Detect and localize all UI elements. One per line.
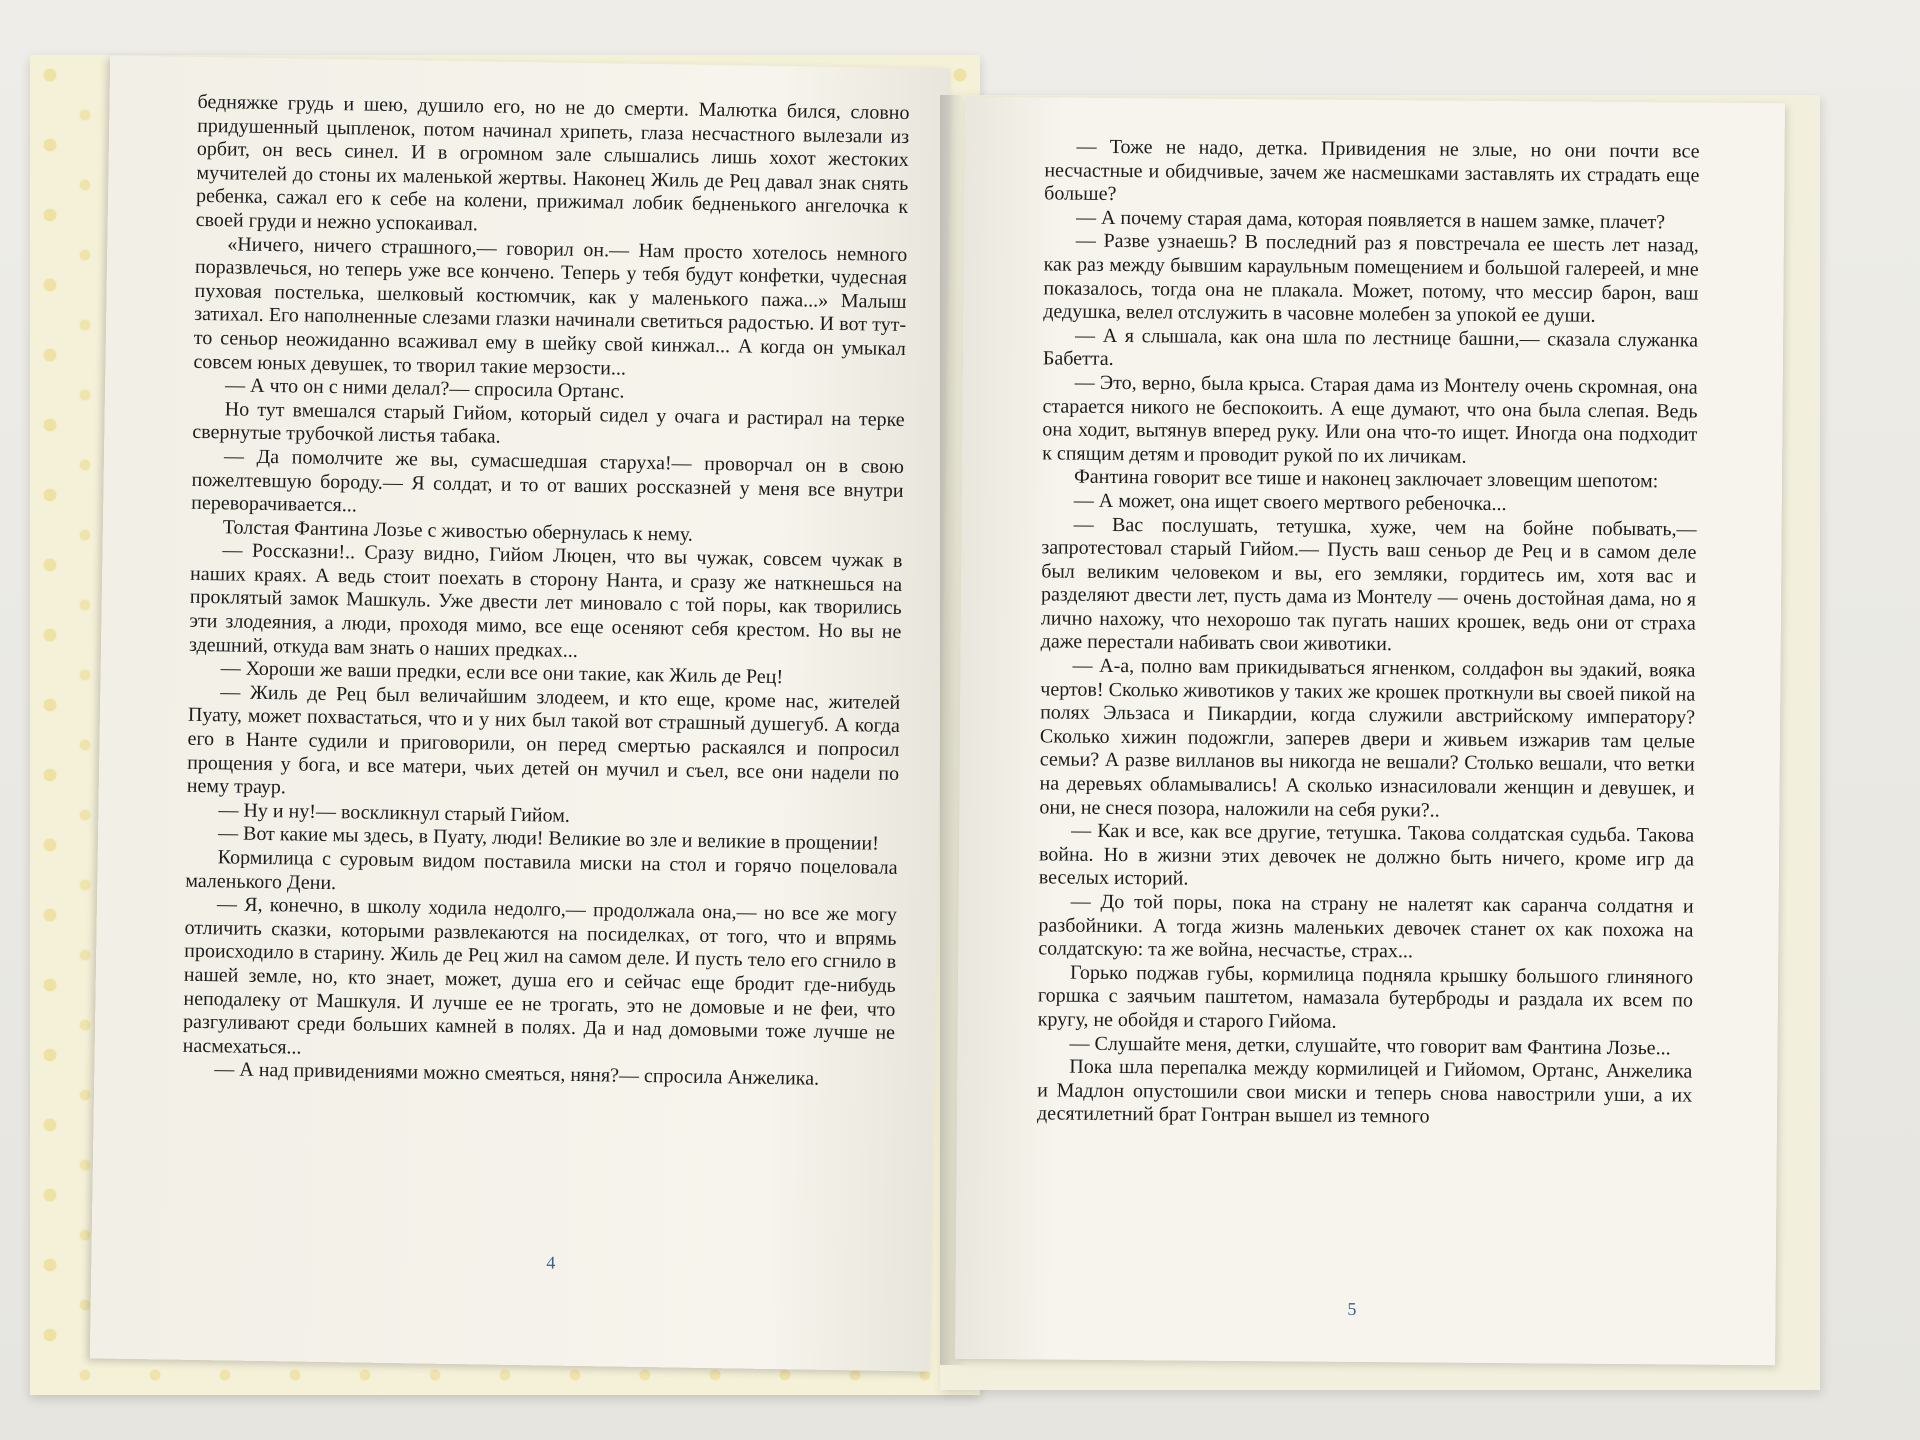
paragraph: — Хороши же ваши предки, если все они такие, как Жиль де Рец! — [220, 657, 784, 689]
paragraph: — Россказни!.. Сразу видно, Гийом Люцен, что вы чужак, совсем чужак в наших краях. А ведь стоит поехать в сторону Нанта, и сразу же наткнешься на проклятый замок Машкуль. Уже двести лет миновало с той поры, как творились эти злодеяния, а люди, проходя мимо, все еще осеняют себя крестом. Но вы не здешний, откуда вам знать о наших предках... — [188, 539, 903, 662]
paragraph: — Слушайте меня, детки, слушайте, что говорит вам Фантина Лозье... — [1069, 1032, 1671, 1059]
paragraph: — А что он с ними делал?— спросила Ортанс. — [224, 374, 625, 403]
paragraph: — Это, верно, была крыса. Старая дама из Монтелу очень скромная, она старается никого не беспокоить. А еще думают, что она была слепая. Ведь она ходит, вытянув вперед руку. Или она что-то ищет. Иногда она подходит к спящим детям и проводит рукой по их личикам. — [1042, 371, 1698, 468]
paragraph: — Вас послушать, тетушка, хуже, чем на бойне побывать,— запротестовал старый Гийом.— Пусть ваш сеньор де Рец и в самом деле был великим человеком и вы, его земляки, гордитесь им, хотя вас и разделяют двести лет, пусть дама из Монтелу — очень достойная дама, но я лично нахожу, что нехорошо так пугать наших крошек, ведь они от страха даже перестали набивать свои животики. — [1040, 513, 1697, 656]
right-page-number: 5 — [1347, 1299, 1357, 1320]
paragraph: — Жиль де Рец был величайшим злодеем, и кто еще, кроме нас, жителей Пуату, может похвастаться, что и у них был такой вот страшный душегуб. А когда его в Нанте судили и приговорили, он перед смертью раскаялся и попросил прощения у бога, и все матери, чьих детей он мучил и съел, все они надели по нему траур. — [186, 681, 901, 799]
paragraph: — Ну и ну!— воскликнул старый Гийом. — [218, 799, 571, 827]
paragraph: — А почему старая дама, которая появляется в нашем замке, плачет? — [1075, 206, 1666, 234]
paragraph: «Ничего, ничего страшного,— говорил он.— Нам просто хотелось немного поразвлечься, но теперь уже все кончено. Теперь у тебя будут конфетки, чудесная пуховая постелька, шелковый костюмчик, как у маленького пажа...» Малыш затихал. Его наполненные слезами глазки начинали светиться радостью. И вот тут-то сеньор неожиданно всаживал ему в шейку свой кинжал... А когда он умыкал совсем юных девушек, то творил такие мерзости... — [193, 232, 908, 380]
left-page-number: 4 — [546, 1252, 556, 1274]
paragraph: — Я, конечно, в школу ходила недолго,— продолжала она,— но все же могу отличить сказки, которыми развлекаются на посиделках, от того, что и впрямь происходило в старину. Жиль де Рец жил на самом деле. И пусть тело его сгнило в нашей земле, но, кто знает, может, душа его и сейчас еще бродит где-нибудь неподалеку от Машкуля. И лучше ее не трогать, это не домовые и не феи, что разгуливают среди больших камней в полях. Да и над домовыми тоже лучше не насмехаться... — [182, 893, 898, 1059]
paragraph: — Разве узнаешь? В последний раз я повстречала ее шесть лет назад, как раз между бывшим караульным помещением и большой галереей, и мне показалось, тогда она не плакала. Может, потому, что мессир барон, ваш дедушка, велел отслужить в часовне молебен за упокой ее души. — [1043, 230, 1699, 327]
paragraph: бедняжке грудь и шею, душило его, но не до смерти. Малютка бился, словно придушенный цыпленок, потом начинал хрипеть, глаза несчастного вылезали из орбит, он весь синел. И в огромном зале слышались лишь хохот жестоких мучителей до стоны их маленькой жертвы. Наконец Жиль де Рец давал знак снять ребенка, сажал его к себе на колени, прижимал лобик бедненького ангелочка к своей груди и нежно успокаивал. — [195, 90, 910, 236]
paragraph: — Как и все, как все другие, тетушка. Такова солдатская судьба. Такова война. Но в жизни этих девочек не должно быть ничего, кроме игр да веселых историй. — [1038, 819, 1695, 890]
paragraph: Фантина говорит все тише и наконец заключает зловещим шепотом: — [1073, 465, 1659, 493]
paragraph: — А-а, полно вам прикидываться ягненком, солдафон вы эдакий, вояка чертов! Сколько животиков у таких же крошек проткнули вы своей пикой на полях Эльзаса и Пикардии, когда служили австрийскому императору? Сколько хижин подожгли, заперев двери и живьем изжарив там целые семьи? А разве вилланов вы никогда не вешали? Столько вешали, что ветки на деревьях обламывались! А сколько изнасиловали женщин и девушек, и они, не снеся позора, наложили на себя руки?.. — [1039, 654, 1696, 822]
paragraph: — Да помолчите же вы, сумасшедшая старуха!— проворчал он в свою пожелтевшую бороду.— Я солдат, и то от ваших россказней у меня все внутри переворачивается... — [191, 445, 905, 517]
paragraph: — Тоже не надо, детка. Привидения не злые, но они почти все несчастные и обидчивые, зачем же насмешками заставлять их страдать еще больше? — [1044, 135, 1700, 206]
paragraph: Кормилица с суровым видом поставила миски на стол и горячо поцеловала маленького Дени. — [185, 846, 898, 894]
left-page-text — [182, 91, 909, 1093]
paragraph: — Вот какие мы здесь, в Пуату, люди! Великие во зле и великие в прощении! — [217, 822, 880, 856]
paragraph: — А над привидениями можно смеяться, няня?— спросила Анжелика. — [214, 1058, 820, 1091]
right-page — [955, 97, 1785, 1365]
paragraph: Толстая Фантина Лозье с живостью обернулась к нему. — [222, 515, 694, 546]
paragraph: — До той поры, пока на страну не налетят как саранча солдатня и разбойники. А тогда жизнь маленьких девочек станет ох как похожа на солдатскую: та же война, несчастье, страх... — [1038, 890, 1694, 963]
paragraph: — А я слышала, как она шла по лестнице башни,— сказала служанка Бабетта. — [1042, 324, 1699, 371]
paragraph: Но тут вмешался старый Гийом, который сидел у очага и растирал на терке свернутые трубочкой листья табака. — [192, 398, 905, 448]
paragraph: Горько поджав губы, кормилица подняла крышку большого глиняного горшка с заячьим паштетом, намазала бутерброды и раздала их всем по кругу, не обойдя и старого Гийома. — [1037, 961, 1694, 1033]
right-page-text — [1037, 135, 1700, 1131]
paragraph: — А может, она ищет своего мертвого ребеночка... — [1073, 489, 1507, 515]
paragraph: Пока шла перепалка между кормилицей и Гийомом, Ортанс, Анжелика и Мадлон опустошили свои миски и теперь снова навострили уши, а их десятилетний брат Гонтран вышел из темного — [1036, 1055, 1693, 1128]
left-page — [90, 55, 950, 1371]
